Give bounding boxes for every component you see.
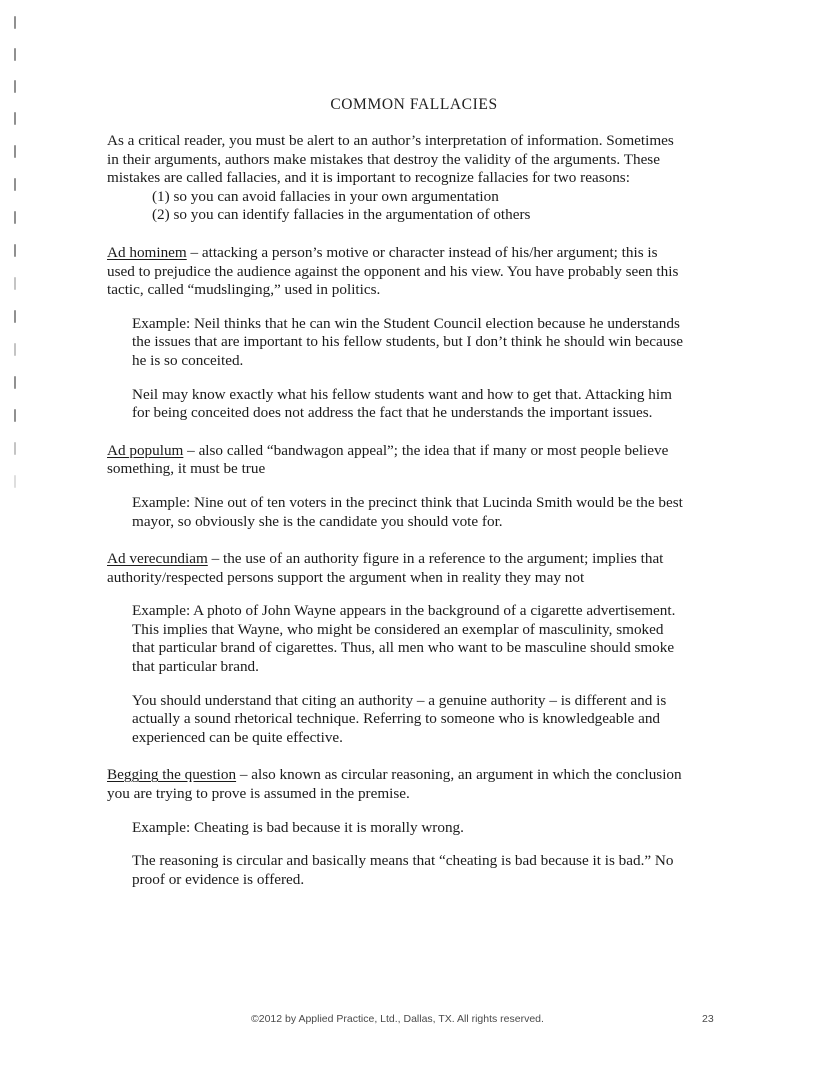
binding-mark bbox=[14, 211, 16, 224]
fallacy-entry-ad-populum bbox=[107, 442, 685, 479]
fallacy-term: Begging the question bbox=[107, 766, 237, 784]
fallacy-example: Example: Neil thinks that he can win the Student Council election because he understands the issues that are important to his fellow students, but I don’t think he should win because he is so conceited. bbox=[132, 314, 684, 369]
spacer bbox=[107, 587, 685, 602]
fallacy-definition: – attacking a person’s motive or character instead of his/her argument; this is used to prejudice the audience against the opponent and his view. You have probably seen this tactic, called “mudslinging,” used in politics. bbox=[107, 243, 679, 299]
binding-mark bbox=[14, 310, 16, 323]
spacer bbox=[107, 804, 685, 819]
binding-mark bbox=[14, 343, 16, 356]
binding-mark bbox=[14, 145, 16, 158]
binding-mark bbox=[14, 376, 16, 389]
fallacy-term: Ad hominem bbox=[107, 243, 187, 261]
fallacy-followup: You should understand that citing an authority – a genuine authority – is different and is actually a sound rhetorical technique. Referring to someone who is knowledgeable and experienced can be quite effective. bbox=[132, 691, 667, 746]
spacer bbox=[107, 747, 685, 766]
fallacy-example: Example: Nine out of ten voters in the precinct think that Lucinda Smith would be the best mayor, so obviously she is the candidate you should vote for. bbox=[132, 493, 683, 530]
spacer bbox=[107, 531, 685, 550]
page-title: COMMON FALLACIES bbox=[330, 96, 498, 113]
list-item: (1) so you can avoid fallacies in your own argumentation bbox=[152, 187, 499, 205]
list-item: (2) so you can identify fallacies in the argumentation of others bbox=[152, 206, 531, 224]
fallacy-entry-begging-the-question bbox=[107, 766, 685, 803]
fallacy-entry-ad-verecundiam bbox=[107, 550, 685, 587]
binding-mark bbox=[14, 178, 16, 191]
binding-mark bbox=[14, 442, 16, 455]
intro-paragraph: As a critical reader, you must be alert to an author’s interpretation of information. Sometimes in their arguments, authors make mistakes that destroy the validity of the arguments. These mistakes are called fallacies, and it is important to recognize fallacies for two reasons: bbox=[107, 132, 674, 187]
document-body bbox=[107, 132, 685, 889]
binding-mark bbox=[14, 244, 16, 257]
fallacy-entry-ad-hominem bbox=[107, 244, 685, 300]
page-number: 23 bbox=[702, 1013, 714, 1025]
spacer bbox=[107, 300, 685, 315]
spacer bbox=[107, 479, 685, 494]
spacer bbox=[107, 423, 685, 442]
fallacy-term: Ad verecundiam bbox=[107, 550, 208, 568]
fallacy-term: Ad populum bbox=[107, 441, 184, 459]
copyright-notice: ©2012 by Applied Practice, Ltd., Dallas, TX. All rights reserved. bbox=[251, 1013, 544, 1025]
fallacy-example: Example: Cheating is bad because it is morally wrong. bbox=[132, 818, 464, 836]
fallacy-definition: – also known as circular reasoning, an argument in which the conclusion you are trying to prove is assumed in the premise. bbox=[107, 766, 682, 803]
binding-mark bbox=[14, 475, 16, 488]
spacer bbox=[107, 837, 685, 852]
fallacy-followup: The reasoning is circular and basically means that “cheating is bad because it is bad.” No proof or evidence is offered. bbox=[132, 852, 674, 888]
binding-marks bbox=[0, 0, 40, 1071]
fallacy-definition: – also called “bandwagon appeal”; the idea that if many or most people believe something, it must be true bbox=[107, 441, 669, 478]
spacer bbox=[107, 677, 685, 692]
reasons-list bbox=[107, 188, 685, 225]
binding-mark bbox=[14, 409, 16, 422]
fallacy-example: Example: A photo of John Wayne appears in the background of a cigarette advertisement. This implies that Wayne, who might be considered an exemplar of masculinity, smoked that particular brand of cigarettes. Thus, all men who want to be masculine should smoke that particular brand. bbox=[132, 602, 676, 676]
fallacy-followup: Neil may know exactly what his fellow students want and how to get that. Attacking him for being conceited does not address the fact that he understands the important issues. bbox=[132, 385, 672, 422]
spacer bbox=[107, 225, 685, 244]
binding-mark bbox=[14, 277, 16, 290]
fallacy-definition: – the use of an authority figure in a reference to the argument; implies that authority/respected persons support the argument when in reality they may not bbox=[107, 550, 664, 586]
spacer bbox=[107, 371, 685, 386]
